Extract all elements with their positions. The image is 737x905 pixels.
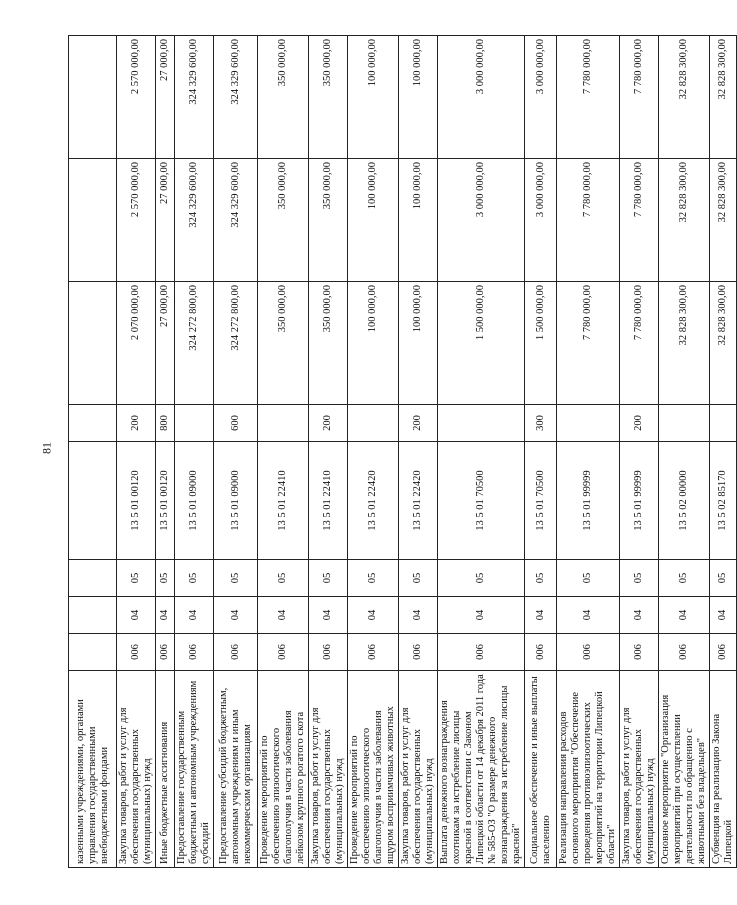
amount-year-2: 7 780 000,00 (620, 159, 659, 282)
amount-year-2: 3 000 000,00 (438, 159, 525, 282)
subsection-code (69, 560, 117, 597)
row-name: Предоставление субсидий бюджетным, автономным учреждениям и иным некоммерческим организациям (214, 671, 258, 868)
row-name: Проведение мероприятий по обеспечению эпизоотического благополучия в части заболевания ящуром восприимчивых животных (348, 671, 399, 868)
subsection-code: 05 (309, 560, 348, 597)
ministry-code: 006 (175, 634, 214, 671)
subsection-code: 05 (156, 560, 175, 597)
ministry-code: 006 (710, 634, 737, 671)
target-item-code: 13 5 01 99999 (620, 442, 659, 560)
table-row (348, 36, 399, 868)
amount-year-3: 350 000,00 (258, 36, 309, 159)
amount-year-1: 7 780 000,00 (620, 282, 659, 405)
amount-year-2: 2 570 000,00 (117, 159, 156, 282)
row-name: Проведение мероприятий по обеспечению эпизоотического благополучия в части заболевания лейкозом крупного рогатого скота (258, 671, 309, 868)
section-code: 04 (399, 597, 438, 634)
subsection-code: 05 (214, 560, 258, 597)
amount-year-1: 324 272 800,00 (214, 282, 258, 405)
ministry-code (69, 634, 117, 671)
target-item-code: 13 5 01 22420 (348, 442, 399, 560)
table-row (438, 36, 525, 868)
row-name: казенными учреждениями, органами управления государственными внебюджетными фондами (69, 671, 117, 868)
ministry-code: 006 (620, 634, 659, 671)
table-row (69, 36, 117, 868)
amount-year-2: 324 329 600,00 (175, 159, 214, 282)
section-code (69, 597, 117, 634)
ministry-code: 006 (659, 634, 710, 671)
target-item-code (69, 442, 117, 560)
table-row (659, 36, 710, 868)
amount-year-1: 324 272 800,00 (175, 282, 214, 405)
amount-year-1: 32 828 300,00 (659, 282, 710, 405)
section-code: 04 (525, 597, 557, 634)
budget-table (68, 35, 737, 868)
amount-year-3: 350 000,00 (309, 36, 348, 159)
subsection-code: 05 (258, 560, 309, 597)
amount-year-3: 324 329 600,00 (175, 36, 214, 159)
ministry-code: 006 (348, 634, 399, 671)
subsection-code: 05 (348, 560, 399, 597)
table-row (309, 36, 348, 868)
row-name: Предоставление государственным бюджетным и автономным учреждениям субсидий (175, 671, 214, 868)
target-item-code: 13 5 01 70500 (438, 442, 525, 560)
section-code: 04 (156, 597, 175, 634)
row-name: Иные бюджетные ассигнования (156, 671, 175, 868)
section-code: 04 (620, 597, 659, 634)
amount-year-3: 27 000,00 (156, 36, 175, 159)
ministry-code: 006 (156, 634, 175, 671)
amount-year-2: 100 000,00 (399, 159, 438, 282)
amount-year-1: 27 000,00 (156, 282, 175, 405)
amount-year-2: 350 000,00 (258, 159, 309, 282)
target-item-code: 13 5 02 85170 (710, 442, 737, 560)
amount-year-3: 100 000,00 (348, 36, 399, 159)
ministry-code: 006 (117, 634, 156, 671)
target-item-code: 13 5 01 22420 (399, 442, 438, 560)
table-row (117, 36, 156, 868)
table-body (69, 36, 737, 868)
table-row (620, 36, 659, 868)
target-item-code: 13 5 01 00120 (156, 442, 175, 560)
amount-year-2 (69, 159, 117, 282)
amount-year-2: 350 000,00 (309, 159, 348, 282)
amount-year-2: 324 329 600,00 (214, 159, 258, 282)
amount-year-3: 324 329 600,00 (214, 36, 258, 159)
table-row (710, 36, 737, 868)
expense-type-code: 800 (156, 405, 175, 442)
target-item-code: 13 5 01 70500 (525, 442, 557, 560)
target-item-code: 13 5 01 99999 (557, 442, 620, 560)
subsection-code: 05 (659, 560, 710, 597)
amount-year-3: 7 780 000,00 (557, 36, 620, 159)
target-item-code: 13 5 01 09000 (214, 442, 258, 560)
target-item-code: 13 5 01 22410 (309, 442, 348, 560)
ministry-code: 006 (438, 634, 525, 671)
row-name: Закупка товаров, работ и услуг для обеспечения государственных (муниципальных) нужд (399, 671, 438, 868)
amount-year-2: 7 780 000,00 (557, 159, 620, 282)
row-name: Субвенция на реализацию Закона Липецкой (710, 671, 737, 868)
amount-year-1: 350 000,00 (309, 282, 348, 405)
amount-year-2: 32 828 300,00 (659, 159, 710, 282)
expense-type-code (710, 405, 737, 442)
section-code: 04 (309, 597, 348, 634)
subsection-code: 05 (620, 560, 659, 597)
expense-type-code (175, 405, 214, 442)
table-row (214, 36, 258, 868)
amount-year-3 (69, 36, 117, 159)
section-code: 04 (117, 597, 156, 634)
section-code: 04 (258, 597, 309, 634)
amount-year-2: 27 000,00 (156, 159, 175, 282)
amount-year-1: 32 828 300,00 (710, 282, 737, 405)
table-row (525, 36, 557, 868)
amount-year-1: 2 070 000,00 (117, 282, 156, 405)
row-name: Закупка товаров, работ и услуг для обеспечения государственных (муниципальных) нужд (620, 671, 659, 868)
expense-type-code: 600 (214, 405, 258, 442)
section-code: 04 (175, 597, 214, 634)
rotated-table-container (68, 36, 734, 868)
section-code: 04 (214, 597, 258, 634)
amount-year-1: 100 000,00 (348, 282, 399, 405)
subsection-code: 05 (438, 560, 525, 597)
amount-year-3: 7 780 000,00 (620, 36, 659, 159)
ministry-code: 006 (525, 634, 557, 671)
amount-year-3: 3 000 000,00 (525, 36, 557, 159)
ministry-code: 006 (309, 634, 348, 671)
amount-year-2: 100 000,00 (348, 159, 399, 282)
amount-year-2: 32 828 300,00 (710, 159, 737, 282)
amount-year-3: 32 828 300,00 (659, 36, 710, 159)
expense-type-code: 300 (525, 405, 557, 442)
target-item-code: 13 5 01 22410 (258, 442, 309, 560)
amount-year-1: 100 000,00 (399, 282, 438, 405)
amount-year-3: 2 570 000,00 (117, 36, 156, 159)
section-code: 04 (557, 597, 620, 634)
expense-type-code (348, 405, 399, 442)
subsection-code: 05 (557, 560, 620, 597)
target-item-code: 13 5 02 00000 (659, 442, 710, 560)
amount-year-1: 7 780 000,00 (557, 282, 620, 405)
row-name: Закупка товаров, работ и услуг для обеспечения государственных (муниципальных) нужд (117, 671, 156, 868)
expense-type-code: 200 (620, 405, 659, 442)
target-item-code: 13 5 01 00120 (117, 442, 156, 560)
ministry-code: 006 (214, 634, 258, 671)
table-row (258, 36, 309, 868)
ministry-code: 006 (557, 634, 620, 671)
ministry-code: 006 (258, 634, 309, 671)
row-name: Социальное обеспечение и иные выплаты населению (525, 671, 557, 868)
amount-year-2: 3 000 000,00 (525, 159, 557, 282)
amount-year-1 (69, 282, 117, 405)
table-row (399, 36, 438, 868)
page-number: 81 (39, 442, 54, 454)
subsection-code: 05 (399, 560, 438, 597)
section-code: 04 (438, 597, 525, 634)
amount-year-3: 3 000 000,00 (438, 36, 525, 159)
amount-year-1: 1 500 000,00 (525, 282, 557, 405)
expense-type-code (438, 405, 525, 442)
target-item-code: 13 5 01 09000 (175, 442, 214, 560)
subsection-code: 05 (175, 560, 214, 597)
row-name: Основное мероприятие "Организация мероприятий при осуществлении деятельности по обращению с животными без владельцев" (659, 671, 710, 868)
subsection-code: 05 (117, 560, 156, 597)
expense-type-code: 200 (399, 405, 438, 442)
expense-type-code: 200 (117, 405, 156, 442)
expense-type-code (69, 405, 117, 442)
table-row (557, 36, 620, 868)
expense-type-code (659, 405, 710, 442)
subsection-code: 05 (525, 560, 557, 597)
table-row (175, 36, 214, 868)
ministry-code: 006 (399, 634, 438, 671)
row-name: Закупка товаров, работ и услуг для обеспечения государственных (муниципальных) нужд (309, 671, 348, 868)
amount-year-1: 1 500 000,00 (438, 282, 525, 405)
row-name: Реализация направления расходов основного мероприятия "Обеспечение проведения противоэпизоотических мероприятий на территории Липецкой области" (557, 671, 620, 868)
expense-type-code: 200 (309, 405, 348, 442)
section-code: 04 (348, 597, 399, 634)
expense-type-code (258, 405, 309, 442)
expense-type-code (557, 405, 620, 442)
amount-year-3: 32 828 300,00 (710, 36, 737, 159)
row-name: Выплата денежного вознаграждения охотникам за истребление лисицы красной в соответствии с Законом Липецкой области от 14 декабря 2011 года № 585-ОЗ "О размере денежного вознаграждения за истребление лисицы красной" (438, 671, 525, 868)
subsection-code: 05 (710, 560, 737, 597)
section-code: 04 (710, 597, 737, 634)
amount-year-3: 100 000,00 (399, 36, 438, 159)
section-code: 04 (659, 597, 710, 634)
amount-year-1: 350 000,00 (258, 282, 309, 405)
table-row (156, 36, 175, 868)
